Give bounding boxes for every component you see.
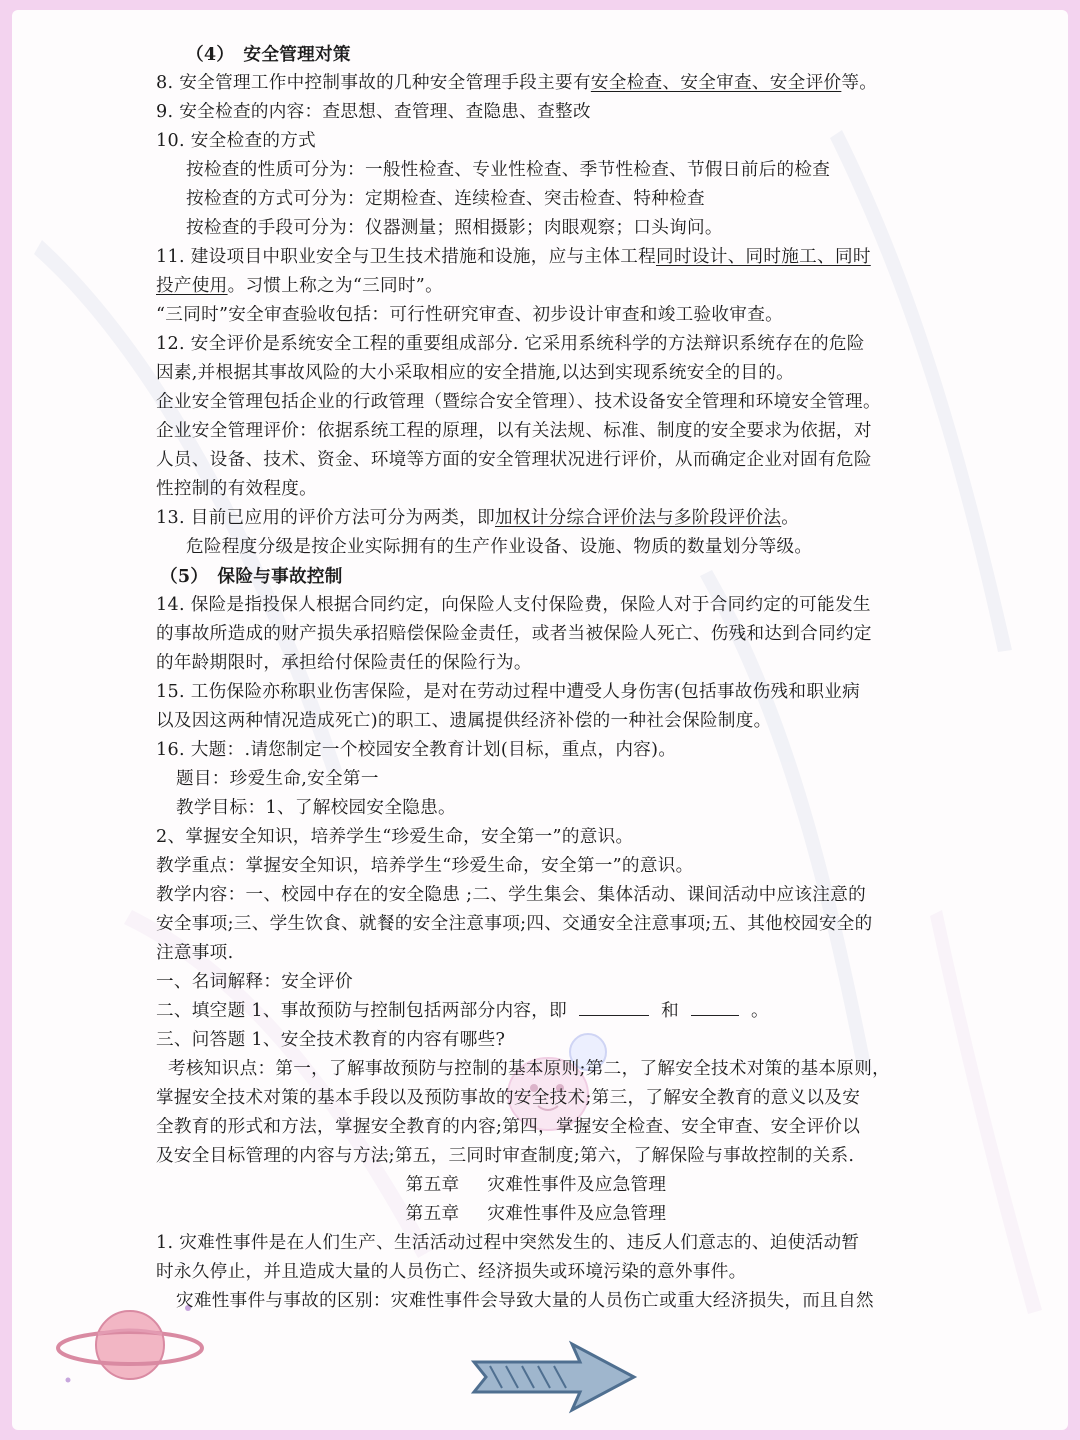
text-line: 10. 安全检查的方式 — [156, 131, 317, 151]
page-frame — [12, 10, 1068, 1430]
text-line: 一、名词解释：安全评价 — [156, 972, 353, 992]
document-page — [156, 40, 946, 1316]
text-line: 全教育的形式和方法，掌握安全教育的内容;第四，掌握安全检查、安全审查、安全评价以 — [156, 1117, 861, 1137]
text-line: 时永久停止，并且造成大量的人员伤亡、经济损失或环境污染的意外事件。 — [156, 1262, 747, 1282]
text-line: 注意事项. — [156, 943, 234, 963]
text-line: 教学目标：1、了解校园安全隐患。 — [176, 798, 456, 818]
text-line: 及安全目标管理的内容与方法;第五，三同时审查制度;第六，了解保险与事故控制的关系. — [156, 1146, 855, 1166]
text-line: 按检查的方式可分为：定期检查、连续检查、突击检查、特种检查 — [186, 189, 705, 209]
text-line: 11. 建设项目中职业安全与卫生技术措施和设施，应与主体工程同时设计、同时施工、同时 — [156, 247, 871, 267]
text-line: 按检查的性质可分为：一般性检查、专业性检查、季节性检查、节假日前后的检查 — [186, 160, 831, 180]
text-line: 1. 灾难性事件是在人们生产、生活活动过程中突然发生的、违反人们意志的、迫使活动暂 — [156, 1233, 860, 1253]
next-arrow-icon — [468, 1340, 638, 1414]
section-heading: （4） 安全管理对策 — [186, 44, 351, 65]
text-line: 教学重点：掌握安全知识，培养学生“珍爱生命，安全第一”的意识。 — [156, 856, 694, 876]
text-line: 按检查的手段可分为：仪器测量；照相摄影；肉眼观察；口头询问。 — [186, 218, 723, 238]
text-line: 危险程度分级是按企业实际拥有的生产作业设备、设施、物质的数量划分等级。 — [186, 537, 813, 557]
answer-blank — [691, 997, 739, 1016]
text-line: 三、问答题 1、安全技术教育的内容有哪些? — [156, 1030, 506, 1050]
text-line: 性控制的有效程度。 — [156, 479, 318, 499]
chapter-heading: 第五章 灾难性事件及应急管理 — [405, 1175, 667, 1195]
text-line: 8. 安全管理工作中控制事故的几种安全管理手段主要有安全检查、安全审查、安全评价等。 — [156, 73, 878, 93]
text-line: 14. 保险是指投保人根据合同约定，向保险人支付保险费，保险人对于合同约定的可能发生 — [156, 595, 871, 615]
text-line: 安全事项;三、学生饮食、就餐的安全注意事项;四、交通安全注意事项;五、其他校园安全的 — [156, 914, 873, 934]
text-line: 掌握安全技术对策的基本手段以及预防事故的安全技术;第三，了解安全教育的意义以及安 — [156, 1088, 861, 1108]
text-line: 企业安全管理包括企业的行政管理（暨综合安全管理）、技术设备安全管理和环境安全管理。 — [156, 392, 881, 412]
text-line: 因素,并根据其事故风险的大小采取相应的安全措施,以达到实现系统安全的目的。 — [156, 363, 795, 383]
text-line: 题目：珍爱生命,安全第一 — [176, 769, 379, 789]
text-line: 13. 目前已应用的评价方法可分为两类，即加权计分综合评价法与多阶段评价法。 — [156, 508, 800, 528]
text-line: 教学内容：一、校园中存在的安全隐患 ;二、学生集会、集体活动、课间活动中应该注意的 — [156, 885, 866, 905]
text-line: 的事故所造成的财产损失承招赔偿保险金责任，或者当被保险人死亡、伤残和达到合同约定 — [156, 624, 872, 644]
text-line: 以及因这两种情况造成死亡)的职工、遗属提供经济补偿的一种社会保险制度。 — [156, 711, 772, 731]
section-heading: （5） 保险与事故控制 — [160, 566, 343, 587]
answer-blank — [579, 997, 649, 1016]
text-line: 2、掌握安全知识，培养学生“珍爱生命，安全第一”的意识。 — [156, 827, 634, 847]
text-line: 12. 安全评价是系统安全工程的重要组成部分. 它采用系统科学的方法辩识系统存在的危险 — [156, 334, 865, 354]
chapter-heading: 第五章 灾难性事件及应急管理 — [405, 1204, 667, 1224]
text-line: 灾难性事件与事故的区别：灾难性事件会导致大量的人员伤亡或重大经济损失，而且自然 — [176, 1291, 874, 1311]
text-line: “三同时”安全审查验收包括：可行性研究审查、初步设计审查和竣工验收审查。 — [156, 305, 783, 325]
text-line: 考核知识点：第一，了解事故预防与控制的基本原则;第二，了解安全技术对策的基本原则， — [168, 1059, 890, 1079]
text-line: 的年龄期限时，承担给付保险责任的保险行为。 — [156, 653, 532, 673]
fill-in-question: 二、填空题 1、事故预防与控制包括两部分内容，即 和 。 — [156, 997, 946, 1026]
text-line: 9. 安全检查的内容：查思想、查管理、查隐患、查整改 — [156, 102, 591, 122]
text-line: 投产使用。习惯上称之为“三同时”。 — [156, 276, 443, 296]
text-line: 企业安全管理评价：依据系统工程的原理，以有关法规、标准、制度的安全要求为依据，对 — [156, 421, 872, 441]
text-line: 16. 大题：.请您制定一个校园安全教育计划(目标，重点，内容)。 — [156, 740, 677, 760]
text-line: 15. 工伤保险亦称职业伤害保险，是对在劳动过程中遭受人身伤害(包括事故伤残和职业病 — [156, 682, 861, 702]
text-line: 人员、设备、技术、资金、环境等方面的安全管理状况进行评价，从而确定企业对固有危险 — [156, 450, 872, 470]
